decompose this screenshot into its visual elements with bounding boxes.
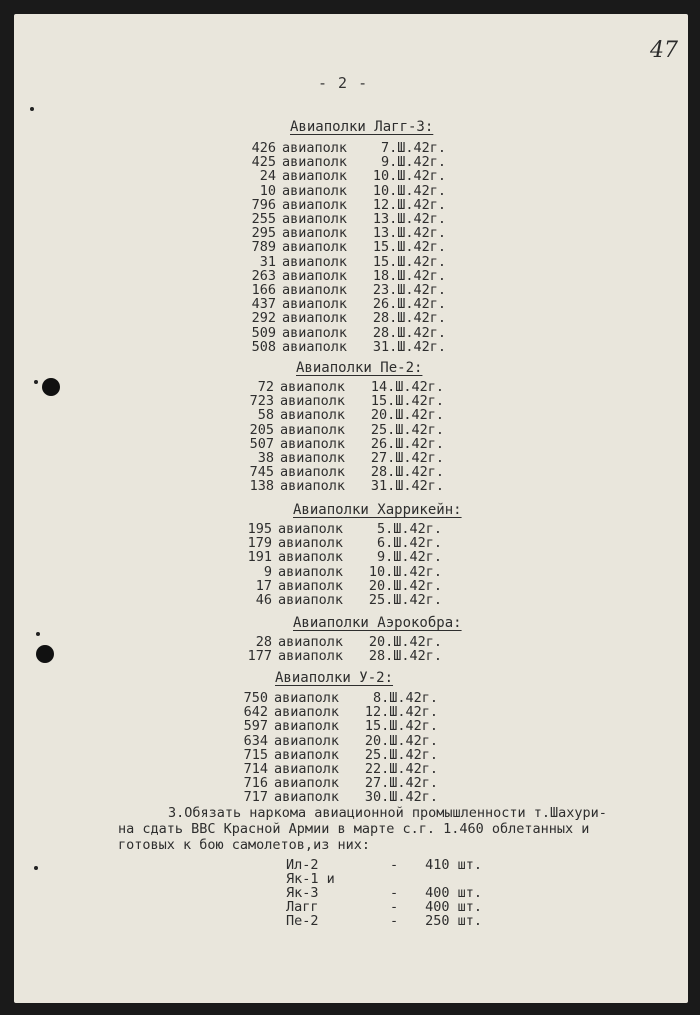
regiment-date: 25.Ш.42г. bbox=[364, 746, 438, 763]
aircraft-quantity: 400 шт. bbox=[425, 899, 482, 915]
aircraft-type: Ил-2 bbox=[286, 857, 319, 873]
regiment-number: 255 bbox=[251, 211, 276, 227]
regiment-date: 26.Ш.42г. bbox=[370, 435, 444, 452]
staple-mark bbox=[30, 107, 34, 111]
regiment-word: авиаполк bbox=[278, 549, 344, 566]
regiment-date: 10.Ш.42г. bbox=[372, 168, 446, 185]
regiment-word: авиаполк bbox=[274, 775, 340, 792]
regiment-number: 263 bbox=[251, 267, 276, 284]
regiment-word: авиаполк bbox=[274, 761, 340, 777]
regiment-date: 18.Ш.42г. bbox=[372, 267, 446, 284]
paragraph-line: 3.Обязать наркома авиационной промышленности т.Шахури- bbox=[168, 805, 607, 821]
regiment-number: 714 bbox=[243, 761, 268, 777]
regiment-word: авиаполк bbox=[282, 338, 348, 355]
page-number: - 2 - bbox=[318, 74, 369, 92]
regiment-date: 25.Ш.42г. bbox=[368, 592, 442, 608]
regiment-word: авиаполк bbox=[278, 577, 344, 594]
regiment-number: 292 bbox=[251, 310, 276, 327]
regiment-date: 12.Ш.42г. bbox=[364, 704, 438, 721]
regiment-date: 15.Ш.42г. bbox=[372, 253, 446, 270]
regiment-number: 750 bbox=[243, 690, 268, 706]
regiment-number: 179 bbox=[247, 535, 272, 552]
regiment-number: 177 bbox=[247, 648, 272, 665]
regiment-word: авиаполк bbox=[278, 634, 344, 650]
regiment-date: 31.Ш.42г. bbox=[370, 478, 444, 495]
regiment-word: авиаполк bbox=[274, 746, 340, 763]
punch-hole-bottom bbox=[36, 645, 54, 663]
regiment-number: 10 bbox=[259, 182, 276, 199]
regiment-number: 46 bbox=[255, 592, 272, 608]
regiment-word: авиаполк bbox=[282, 168, 348, 185]
dash-mark: - bbox=[390, 885, 399, 901]
regiment-date: 13.Ш.42г. bbox=[372, 211, 446, 227]
regiment-word: авиаполк bbox=[278, 563, 344, 580]
regiment-date: 26.Ш.42г. bbox=[372, 296, 446, 313]
regiment-word: авиаполк bbox=[282, 282, 348, 298]
regiment-word: авиаполк bbox=[274, 732, 340, 749]
regiment-word: авиаполк bbox=[282, 310, 348, 327]
regiment-number: 191 bbox=[247, 549, 272, 566]
regiment-word: авиаполк bbox=[282, 196, 348, 213]
aircraft-type: Лагг bbox=[286, 899, 319, 915]
regiment-word: авиаполк bbox=[280, 407, 346, 424]
aircraft-type: Як-1 и bbox=[286, 871, 335, 887]
regiment-word: авиаполк bbox=[282, 225, 348, 242]
regiment-number: 437 bbox=[251, 296, 276, 313]
regiment-word: авиаполк bbox=[282, 154, 348, 171]
regiment-date: 20.Ш.42г. bbox=[370, 407, 444, 424]
regiment-word: авиаполк bbox=[282, 324, 348, 341]
regiment-date: 6.Ш.42г. bbox=[376, 535, 442, 552]
punch-hole-top bbox=[42, 378, 60, 396]
regiment-number: 642 bbox=[243, 704, 268, 721]
section-title: Авиаполки Аэрокобра: bbox=[293, 615, 462, 631]
section-title: Авиаполки Лагг-3: bbox=[290, 119, 434, 135]
regiment-number: 58 bbox=[257, 407, 274, 424]
regiment-date: 27.Ш.42г. bbox=[370, 450, 444, 466]
archive-number: 47 bbox=[650, 38, 678, 63]
aircraft-quantity: 250 шт. bbox=[425, 913, 482, 929]
regiment-date: 25.Ш.42г. bbox=[370, 421, 444, 438]
regiment-date: 15.Ш.42г. bbox=[370, 393, 444, 410]
regiment-date: 20.Ш.42г. bbox=[368, 634, 442, 650]
regiment-word: авиаполк bbox=[274, 718, 340, 735]
regiment-word: авиаполк bbox=[274, 789, 340, 806]
regiment-word: авиаполк bbox=[282, 253, 348, 270]
regiment-number: 745 bbox=[249, 464, 274, 481]
regiment-number: 597 bbox=[243, 718, 268, 735]
regiment-date: 31.Ш.42г. bbox=[372, 338, 446, 355]
order-paragraph bbox=[120, 805, 680, 853]
regiment-date: 12.Ш.42г. bbox=[372, 196, 446, 213]
regiment-number: 17 bbox=[255, 577, 272, 594]
regiment-word: авиаполк bbox=[282, 211, 348, 227]
regiment-word: авиаполк bbox=[274, 690, 340, 706]
regiment-date: 28.Ш.42г. bbox=[372, 310, 446, 327]
regiment-number: 716 bbox=[243, 775, 268, 792]
regiment-number: 138 bbox=[249, 478, 274, 495]
regiment-number: 507 bbox=[249, 435, 274, 452]
regiment-number: 634 bbox=[243, 732, 268, 749]
regiment-date: 20.Ш.42г. bbox=[364, 732, 438, 749]
staple-mark bbox=[34, 380, 38, 384]
regiment-word: авиаполк bbox=[282, 296, 348, 313]
regiment-date: 9.Ш.42г. bbox=[380, 154, 446, 171]
regiment-number: 72 bbox=[257, 379, 274, 395]
regiment-number: 31 bbox=[259, 253, 276, 270]
aircraft-quantity: 410 шт. bbox=[425, 857, 482, 873]
section-title: Авиаполки Пе-2: bbox=[296, 360, 423, 376]
paragraph-line: готовых к бою самолетов,из них: bbox=[118, 837, 370, 853]
regiment-date: 23.Ш.42г. bbox=[372, 282, 446, 298]
regiment-number: 715 bbox=[243, 746, 268, 763]
regiment-date: 27.Ш.42г. bbox=[364, 775, 438, 792]
regiment-word: авиаполк bbox=[280, 421, 346, 438]
regiment-date: 7.Ш.42г. bbox=[380, 140, 446, 156]
aircraft-type: Як-3 bbox=[286, 885, 319, 901]
regiment-word: авиаполк bbox=[280, 464, 346, 481]
regiment-date: 20.Ш.42г. bbox=[368, 577, 442, 594]
section-title: Авиаполки Харрикейн: bbox=[293, 502, 462, 518]
regiment-word: авиаполк bbox=[282, 239, 348, 256]
regiment-word: авиаполк bbox=[280, 393, 346, 410]
staple-mark bbox=[34, 866, 38, 870]
regiment-date: 22.Ш.42г. bbox=[364, 761, 438, 777]
regiment-date: 15.Ш.42г. bbox=[372, 239, 446, 256]
regiment-word: авиаполк bbox=[278, 648, 344, 665]
regiment-word: авиаполк bbox=[278, 592, 344, 608]
regiment-date: 28.Ш.42г. bbox=[372, 324, 446, 341]
regiment-date: 5.Ш.42г. bbox=[376, 521, 442, 537]
paragraph-line: на сдать ВВС Красной Армии в марте с.г. 1.460 облетанных и bbox=[118, 821, 590, 837]
regiment-date: 15.Ш.42г. bbox=[364, 718, 438, 735]
regiment-date: 10.Ш.42г. bbox=[368, 563, 442, 580]
regiment-word: авиаполк bbox=[278, 535, 344, 552]
regiment-number: 28 bbox=[255, 634, 272, 650]
regiment-number: 195 bbox=[247, 521, 272, 537]
regiment-date: 28.Ш.42г. bbox=[370, 464, 444, 481]
regiment-number: 9 bbox=[263, 563, 272, 580]
regiment-number: 24 bbox=[259, 168, 276, 185]
regiment-date: 14.Ш.42г. bbox=[370, 379, 444, 395]
regiment-number: 717 bbox=[243, 789, 268, 806]
regiment-number: 295 bbox=[251, 225, 276, 242]
staple-mark bbox=[36, 632, 40, 636]
regiment-word: авиаполк bbox=[282, 182, 348, 199]
regiment-word: авиаполк bbox=[274, 704, 340, 721]
regiment-number: 508 bbox=[251, 338, 276, 355]
regiment-date: 8.Ш.42г. bbox=[372, 690, 438, 706]
regiment-number: 166 bbox=[251, 282, 276, 298]
regiment-word: авиаполк bbox=[282, 140, 348, 156]
dash-mark: - bbox=[390, 913, 399, 929]
regiment-number: 38 bbox=[257, 450, 274, 466]
regiment-date: 10.Ш.42г. bbox=[372, 182, 446, 199]
regiment-number: 796 bbox=[251, 196, 276, 213]
regiment-word: авиаполк bbox=[280, 379, 346, 395]
aircraft-type: Пе-2 bbox=[286, 913, 319, 929]
regiment-word: авиаполк bbox=[280, 435, 346, 452]
regiment-number: 205 bbox=[249, 421, 274, 438]
regiment-number: 789 bbox=[251, 239, 276, 256]
regiment-date: 13.Ш.42г. bbox=[372, 225, 446, 242]
regiment-number: 509 bbox=[251, 324, 276, 341]
regiment-word: авиаполк bbox=[280, 450, 346, 466]
regiment-number: 425 bbox=[251, 154, 276, 171]
regiment-word: авиаполк bbox=[280, 478, 346, 495]
regiment-number: 426 bbox=[251, 140, 276, 156]
regiment-date: 9.Ш.42г. bbox=[376, 549, 442, 566]
regiment-word: авиаполк bbox=[278, 521, 344, 537]
regiment-number: 723 bbox=[249, 393, 274, 410]
regiment-date: 30.Ш.42г. bbox=[364, 789, 438, 806]
dash-mark: - bbox=[390, 857, 399, 873]
regiment-date: 28.Ш.42г. bbox=[368, 648, 442, 665]
dash-mark: - bbox=[390, 899, 399, 915]
aircraft-quantity: 400 шт. bbox=[425, 885, 482, 901]
regiment-word: авиаполк bbox=[282, 267, 348, 284]
section-title: Авиаполки У-2: bbox=[275, 670, 394, 686]
